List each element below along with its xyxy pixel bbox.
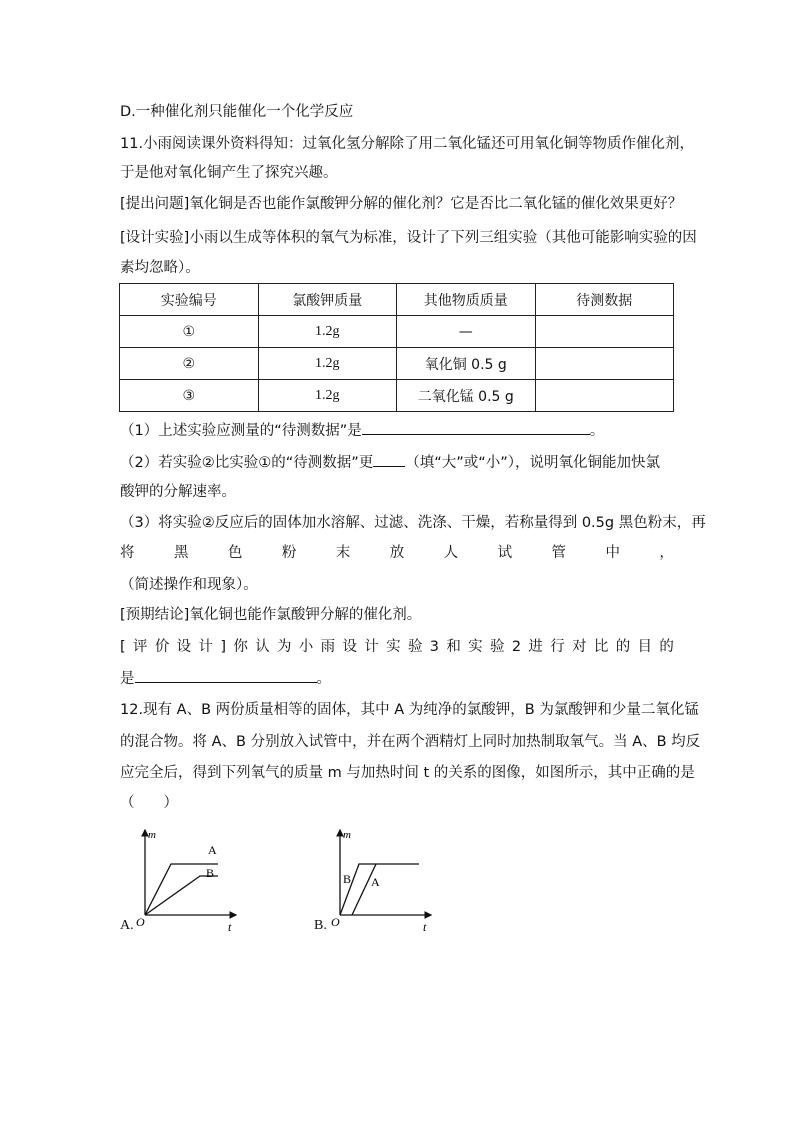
sub2-prefix: （2）若实验②比实验①的“待测数据”更: [120, 455, 374, 471]
spaced-char: ，: [659, 545, 674, 561]
spaced-char: 目: [637, 639, 653, 655]
q11-intro-line-1: 11.小雨阅读课外资料得知：过氧化氢分解除了用二氧化锰还可用氧化铜等物质作催化剂，: [120, 136, 695, 152]
sub1-prefix: （1）上述实验应测量的“待测数据”是: [120, 423, 362, 439]
curve-label: B: [206, 866, 215, 880]
spaced-char: 色: [227, 545, 243, 561]
table-header: 氯酸钾质量: [258, 284, 397, 316]
spaced-char: 实: [386, 639, 401, 655]
spaced-char: 设: [342, 639, 357, 655]
graph-a: [126, 820, 246, 932]
spaced-char: 计: [364, 639, 379, 655]
curve-label: A: [208, 843, 217, 857]
table-cell: —: [397, 316, 536, 348]
sub-question-3-line-2: [120, 543, 674, 563]
spaced-char: 雨: [320, 639, 336, 655]
table-cell: 1.2g: [258, 380, 397, 412]
y-axis-label: m: [148, 829, 156, 841]
spaced-char: 和: [446, 639, 461, 655]
q12-line-3: 应完全后，得到下列氧气的质量 m 与加热时间 t 的关系的图像，如图所示，其中正确的是: [120, 765, 695, 781]
spaced-char: 评: [133, 639, 148, 655]
answer-blank-2[interactable]: [373, 451, 405, 467]
curve-b: [340, 864, 419, 915]
sub-question-1: [120, 419, 604, 441]
table-cell: [535, 316, 674, 348]
q12-line-2: 的混合物。将 A、B 分别放入试管中，并在两个酒精灯上同时加热制取氧气。当 A、B 均反: [120, 734, 701, 750]
spaced-char: 价: [154, 639, 170, 655]
table-cell: [535, 348, 674, 380]
spaced-char: 的: [615, 639, 631, 655]
spaced-char: 放: [389, 545, 405, 561]
curve-label: B: [343, 872, 352, 886]
spaced-char: 验: [489, 639, 505, 655]
origin-label: O: [136, 915, 145, 929]
graph-option-b-label[interactable]: B.: [314, 918, 327, 933]
q12-line-4: （ ）: [120, 795, 178, 811]
table-cell: 氧化铜 0.5 g: [397, 348, 536, 380]
spaced-char: 粉: [281, 545, 297, 561]
table-row: [120, 348, 674, 380]
table-header: 实验编号: [120, 284, 259, 316]
origin-label: O: [331, 915, 340, 929]
q11-question: [提出问题]氧化铜是否也能作氯酸钾分解的催化剂？它是否比二氧化锰的催化效果更好？: [120, 196, 683, 212]
table-cell: [535, 380, 674, 412]
spaced-char: 试: [497, 545, 513, 561]
sub-question-2: [120, 451, 660, 473]
spaced-char: 验: [407, 639, 423, 655]
table-cell: 1.2g: [258, 316, 397, 348]
spaced-char: 为: [276, 639, 292, 655]
evaluation-prefix: 是: [120, 671, 135, 687]
table-cell: 1.2g: [258, 348, 397, 380]
spaced-char: 2: [511, 639, 522, 655]
spaced-char: 3: [429, 639, 439, 655]
spaced-char: 管: [551, 545, 566, 561]
q11-design-line-1: [设计实验]小雨以生成等体积的氧气为标准，设计了下列三组实验（其他可能影响实验的因: [120, 230, 697, 246]
x-axis-label: t: [423, 920, 427, 932]
sub1-suffix: 。: [589, 423, 605, 439]
graph-option-a-label[interactable]: A.: [120, 918, 134, 933]
spaced-char: 对: [572, 639, 587, 655]
spaced-char: [: [120, 639, 126, 655]
table-header: 待测数据: [535, 284, 674, 316]
spaced-char: 中: [605, 545, 620, 561]
table-row: [120, 316, 674, 348]
table-row: [120, 380, 674, 412]
spaced-char: 实: [468, 639, 483, 655]
x-axis-label: t: [228, 920, 232, 932]
sub2-suffix: （填“大”或“小”），说明氧化铜能加快氯: [405, 455, 661, 471]
table-cell: ②: [120, 348, 259, 380]
table-cell: 二氧化锰 0.5 g: [397, 380, 536, 412]
table-cell: ③: [120, 380, 259, 412]
table-header: 其他物质质量: [397, 284, 536, 316]
spaced-char: 将: [120, 545, 135, 561]
spaced-char: 小: [298, 639, 314, 655]
answer-blank-1[interactable]: [362, 419, 590, 435]
spaced-char: 行: [550, 639, 565, 655]
experiment-table: [119, 283, 674, 412]
sub2-line-2: 酸钾的分解速率。: [120, 484, 236, 500]
spaced-char: 计: [198, 639, 213, 655]
spaced-char: 设: [176, 639, 192, 655]
spaced-char: ]: [220, 639, 226, 655]
sub-question-3-line-1: （3）将实验②反应后的固体加水溶解、过滤、洗涤、干燥，若称量得到 0.5g 黑色粉末，再: [120, 515, 706, 531]
evaluation-line-1: [120, 637, 674, 657]
curve-b: [145, 876, 218, 915]
q11-design-line-2: 素均忽略）。: [120, 260, 200, 276]
curve-label: A: [371, 875, 380, 889]
spaced-char: 你: [233, 639, 248, 655]
q12-line-1: 12.现有 A、B 两份质量相等的固体，其中 A 为纯净的氯酸钾，B 为氯酸钾和少量二氧化锰: [120, 702, 699, 718]
spaced-char: 的: [659, 639, 674, 655]
spaced-char: 黑: [173, 545, 189, 561]
sub-question-3-line-3: （简述操作和现象）。: [120, 577, 258, 593]
table-cell: ①: [120, 316, 259, 348]
answer-blank-3[interactable]: [135, 667, 317, 683]
spaced-char: 比: [593, 639, 609, 655]
table-header-row: [120, 284, 674, 316]
spaced-char: 人: [443, 545, 459, 561]
spaced-char: 末: [335, 545, 351, 561]
expected-conclusion: [预期结论]氧化铜也能作氯酸钾分解的催化剂。: [120, 607, 422, 623]
y-axis-label: m: [343, 829, 351, 841]
spaced-char: 认: [255, 639, 270, 655]
spaced-char: 进: [528, 639, 543, 655]
evaluation-line-2: [120, 667, 331, 689]
evaluation-suffix: 。: [316, 671, 331, 687]
q11-intro-line-2: 于是他对氧化铜产生了探究兴趣。: [120, 165, 338, 181]
graph-b: [321, 820, 441, 932]
q10-option-d: D.一种催化剂只能催化一个化学反应: [120, 104, 354, 120]
